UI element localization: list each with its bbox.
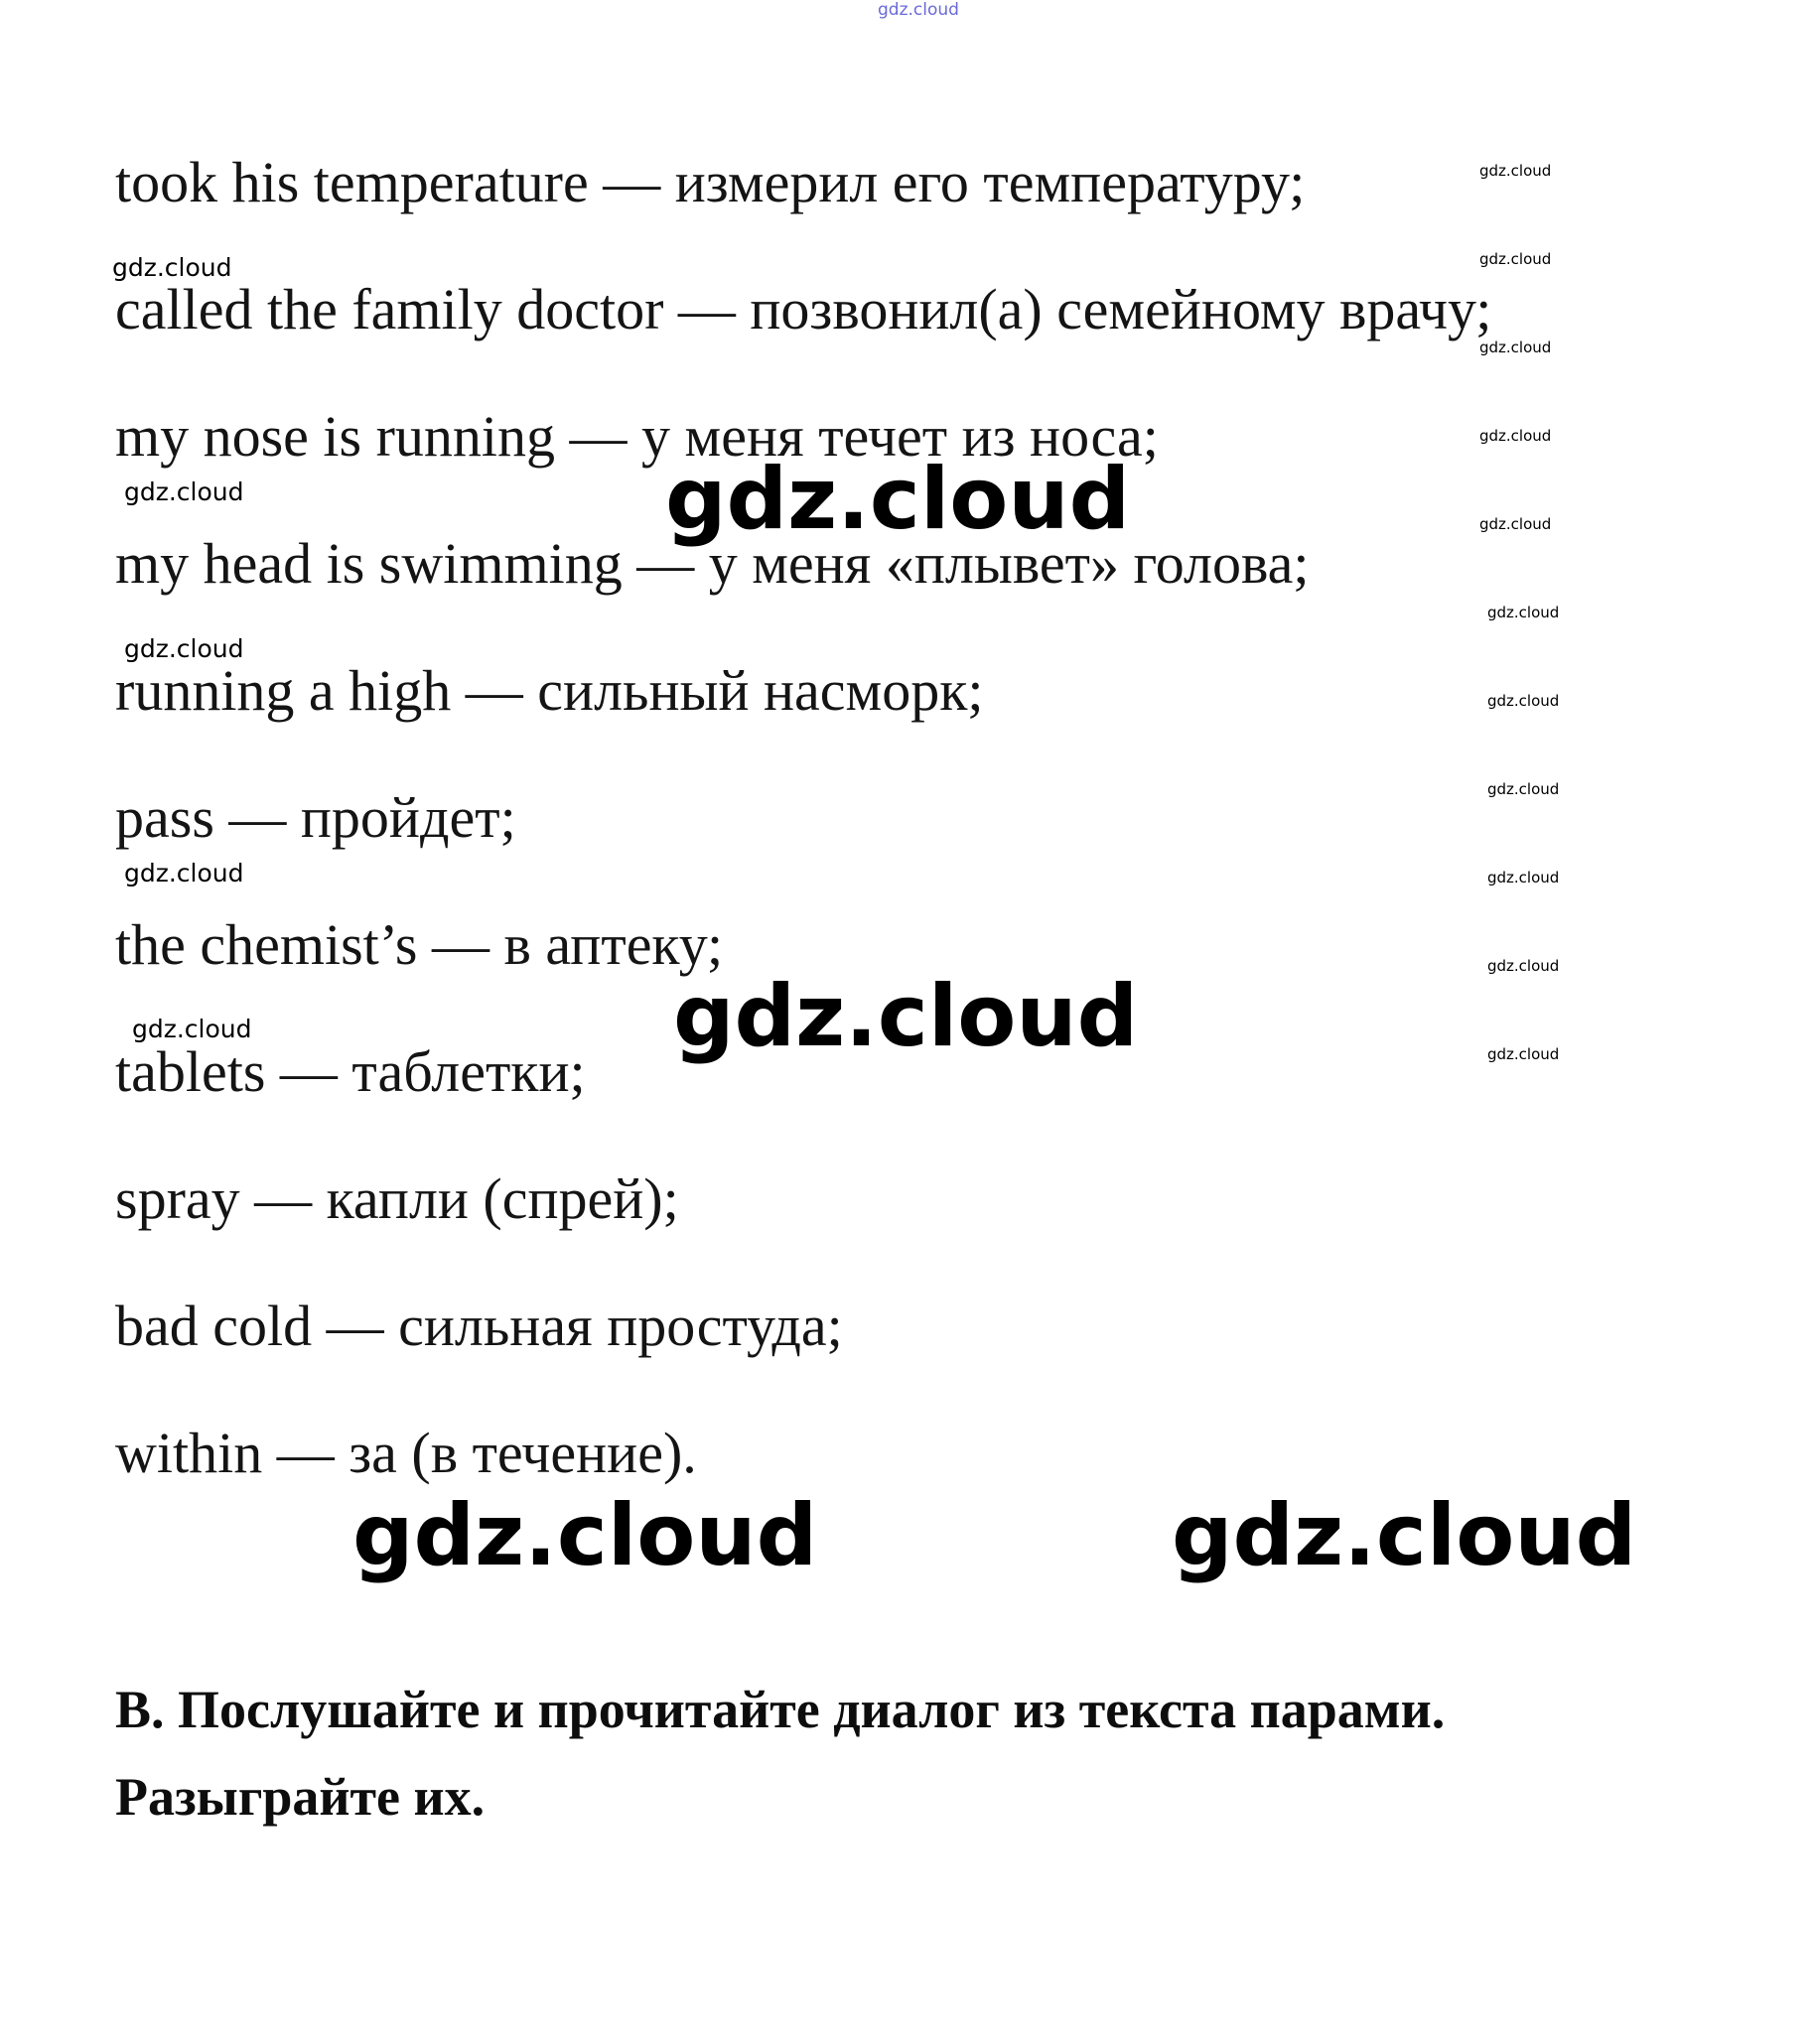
watermark-small: gdz.cloud <box>132 1015 252 1043</box>
watermark-large: gdz.cloud <box>673 967 1139 1066</box>
vocab-line: running a high — сильный насморк; <box>115 658 984 723</box>
watermark-large: gdz.cloud <box>1172 1486 1637 1585</box>
vocab-line: within — за (в течение). <box>115 1421 697 1485</box>
watermark-tiny: gdz.cloud <box>1487 1045 1560 1063</box>
watermark-top: gdz.cloud <box>878 0 959 20</box>
watermark-tiny: gdz.cloud <box>1479 339 1552 356</box>
vocab-line: took his temperature — измерил его температуру; <box>115 150 1306 214</box>
vocab-line: called the family doctor — позвонил(а) семейному врачу; <box>115 277 1492 341</box>
vocab-line: pass — пройдет; <box>115 785 516 850</box>
watermark-tiny: gdz.cloud <box>1479 162 1552 180</box>
watermark-small: gdz.cloud <box>124 634 244 663</box>
watermark-tiny: gdz.cloud <box>1479 427 1552 445</box>
watermark-small: gdz.cloud <box>124 859 244 887</box>
vocab-line: tablets — таблетки; <box>115 1039 586 1104</box>
watermark-tiny: gdz.cloud <box>1487 780 1560 798</box>
watermark-large: gdz.cloud <box>352 1486 818 1585</box>
task-heading: B. Послушайте и прочитайте диалог из текста парами. <box>115 1680 1446 1739</box>
watermark-tiny: gdz.cloud <box>1487 692 1560 710</box>
vocab-line: my nose is running — у меня течет из носа; <box>115 404 1159 469</box>
watermark-tiny: gdz.cloud <box>1487 869 1560 886</box>
watermark-small: gdz.cloud <box>112 253 232 282</box>
watermark-tiny: gdz.cloud <box>1487 604 1560 621</box>
watermark-tiny: gdz.cloud <box>1479 515 1552 533</box>
watermark-tiny: gdz.cloud <box>1487 957 1560 975</box>
vocab-line: my head is swimming — у меня «плывет» голова; <box>115 531 1310 596</box>
watermark-small: gdz.cloud <box>124 477 244 506</box>
watermark-large: gdz.cloud <box>665 450 1131 549</box>
vocab-line: spray — капли (спрей); <box>115 1166 679 1231</box>
task-heading-continued: Разыграйте их. <box>115 1767 486 1827</box>
vocab-line: bad cold — сильная простуда; <box>115 1294 843 1358</box>
vocab-line: the chemist’s — в аптеку; <box>115 912 724 977</box>
watermark-tiny: gdz.cloud <box>1479 250 1552 268</box>
